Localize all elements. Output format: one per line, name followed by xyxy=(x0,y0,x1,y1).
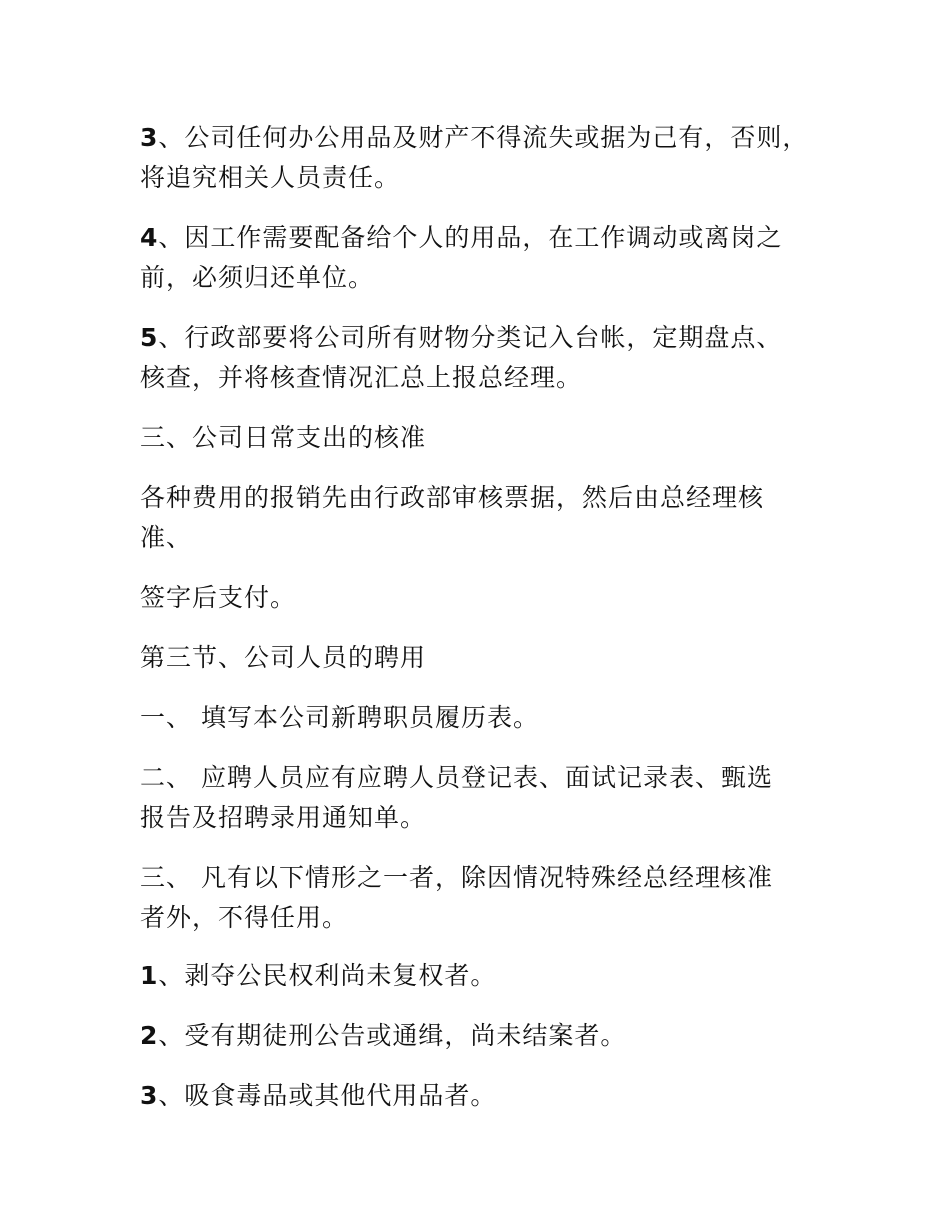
paragraph-line: 前，必须归还单位。 xyxy=(140,263,375,292)
paragraph-line: 三、 凡有以下情形之一者，除因情况特殊经总经理核准 xyxy=(140,863,773,892)
paragraph-line: 三、公司日常支出的核准 xyxy=(140,423,427,452)
paragraph-line: 核查，并将核查情况汇总上报总经理。 xyxy=(140,363,583,392)
paragraph-line: 二、 应聘人员应有应聘人员登记表、面试记录表、甄选 xyxy=(140,763,773,792)
paragraph-line: 、吸食毒品或其他代用品者。 xyxy=(158,1081,497,1110)
paragraph-line: 报告及招聘录用通知单。 xyxy=(140,803,427,832)
paragraph-condition-2 xyxy=(140,1016,840,1056)
paragraph-sign-payment xyxy=(140,578,840,618)
item-number: 4 xyxy=(140,223,159,252)
paragraph-application-forms xyxy=(140,758,840,838)
paragraph-item-4-return xyxy=(140,218,840,298)
paragraph-line: 、剥夺公民权利尚未复权者。 xyxy=(158,961,497,990)
item-number: 1 xyxy=(140,961,159,990)
paragraph-line: 、公司任何办公用品及财产不得流失或据为己有，否则， xyxy=(158,123,809,152)
item-number: 3 xyxy=(140,123,159,152)
paragraph-condition-1 xyxy=(140,956,840,996)
paragraph-reimbursement xyxy=(140,478,840,558)
section-heading-expense-approval xyxy=(140,418,840,458)
paragraph-exclusion-conditions xyxy=(140,858,840,938)
paragraph-line: 将追究相关人员责任。 xyxy=(140,163,401,192)
paragraph-line: 、因工作需要配备给个人的用品，在工作调动或离岗之 xyxy=(158,223,783,252)
paragraph-line: 各种费用的报销先由行政部审核票据，然后由总经理核 xyxy=(140,483,765,512)
paragraph-line: 一、 填写本公司新聘职员履历表。 xyxy=(140,703,539,732)
paragraph-line: 、受有期徒刑公告或通缉，尚未结案者。 xyxy=(158,1021,627,1050)
paragraph-resume-form xyxy=(140,698,840,738)
paragraph-item-3-assets xyxy=(140,118,840,198)
paragraph-condition-3 xyxy=(140,1076,840,1116)
item-number: 2 xyxy=(140,1021,159,1050)
paragraph-line: 者外，不得任用。 xyxy=(140,903,349,932)
paragraph-line: 准、 xyxy=(140,523,193,552)
paragraph-line: 、行政部要将公司所有财物分类记入台帐，定期盘点、 xyxy=(158,323,783,352)
paragraph-line: 第三节、公司人员的聘用 xyxy=(140,643,427,672)
item-number: 3 xyxy=(140,1081,159,1110)
paragraph-line: 签字后支付。 xyxy=(140,583,297,612)
item-number: 5 xyxy=(140,323,159,352)
paragraph-item-5-inventory xyxy=(140,318,840,398)
section-heading-recruitment xyxy=(140,638,840,678)
